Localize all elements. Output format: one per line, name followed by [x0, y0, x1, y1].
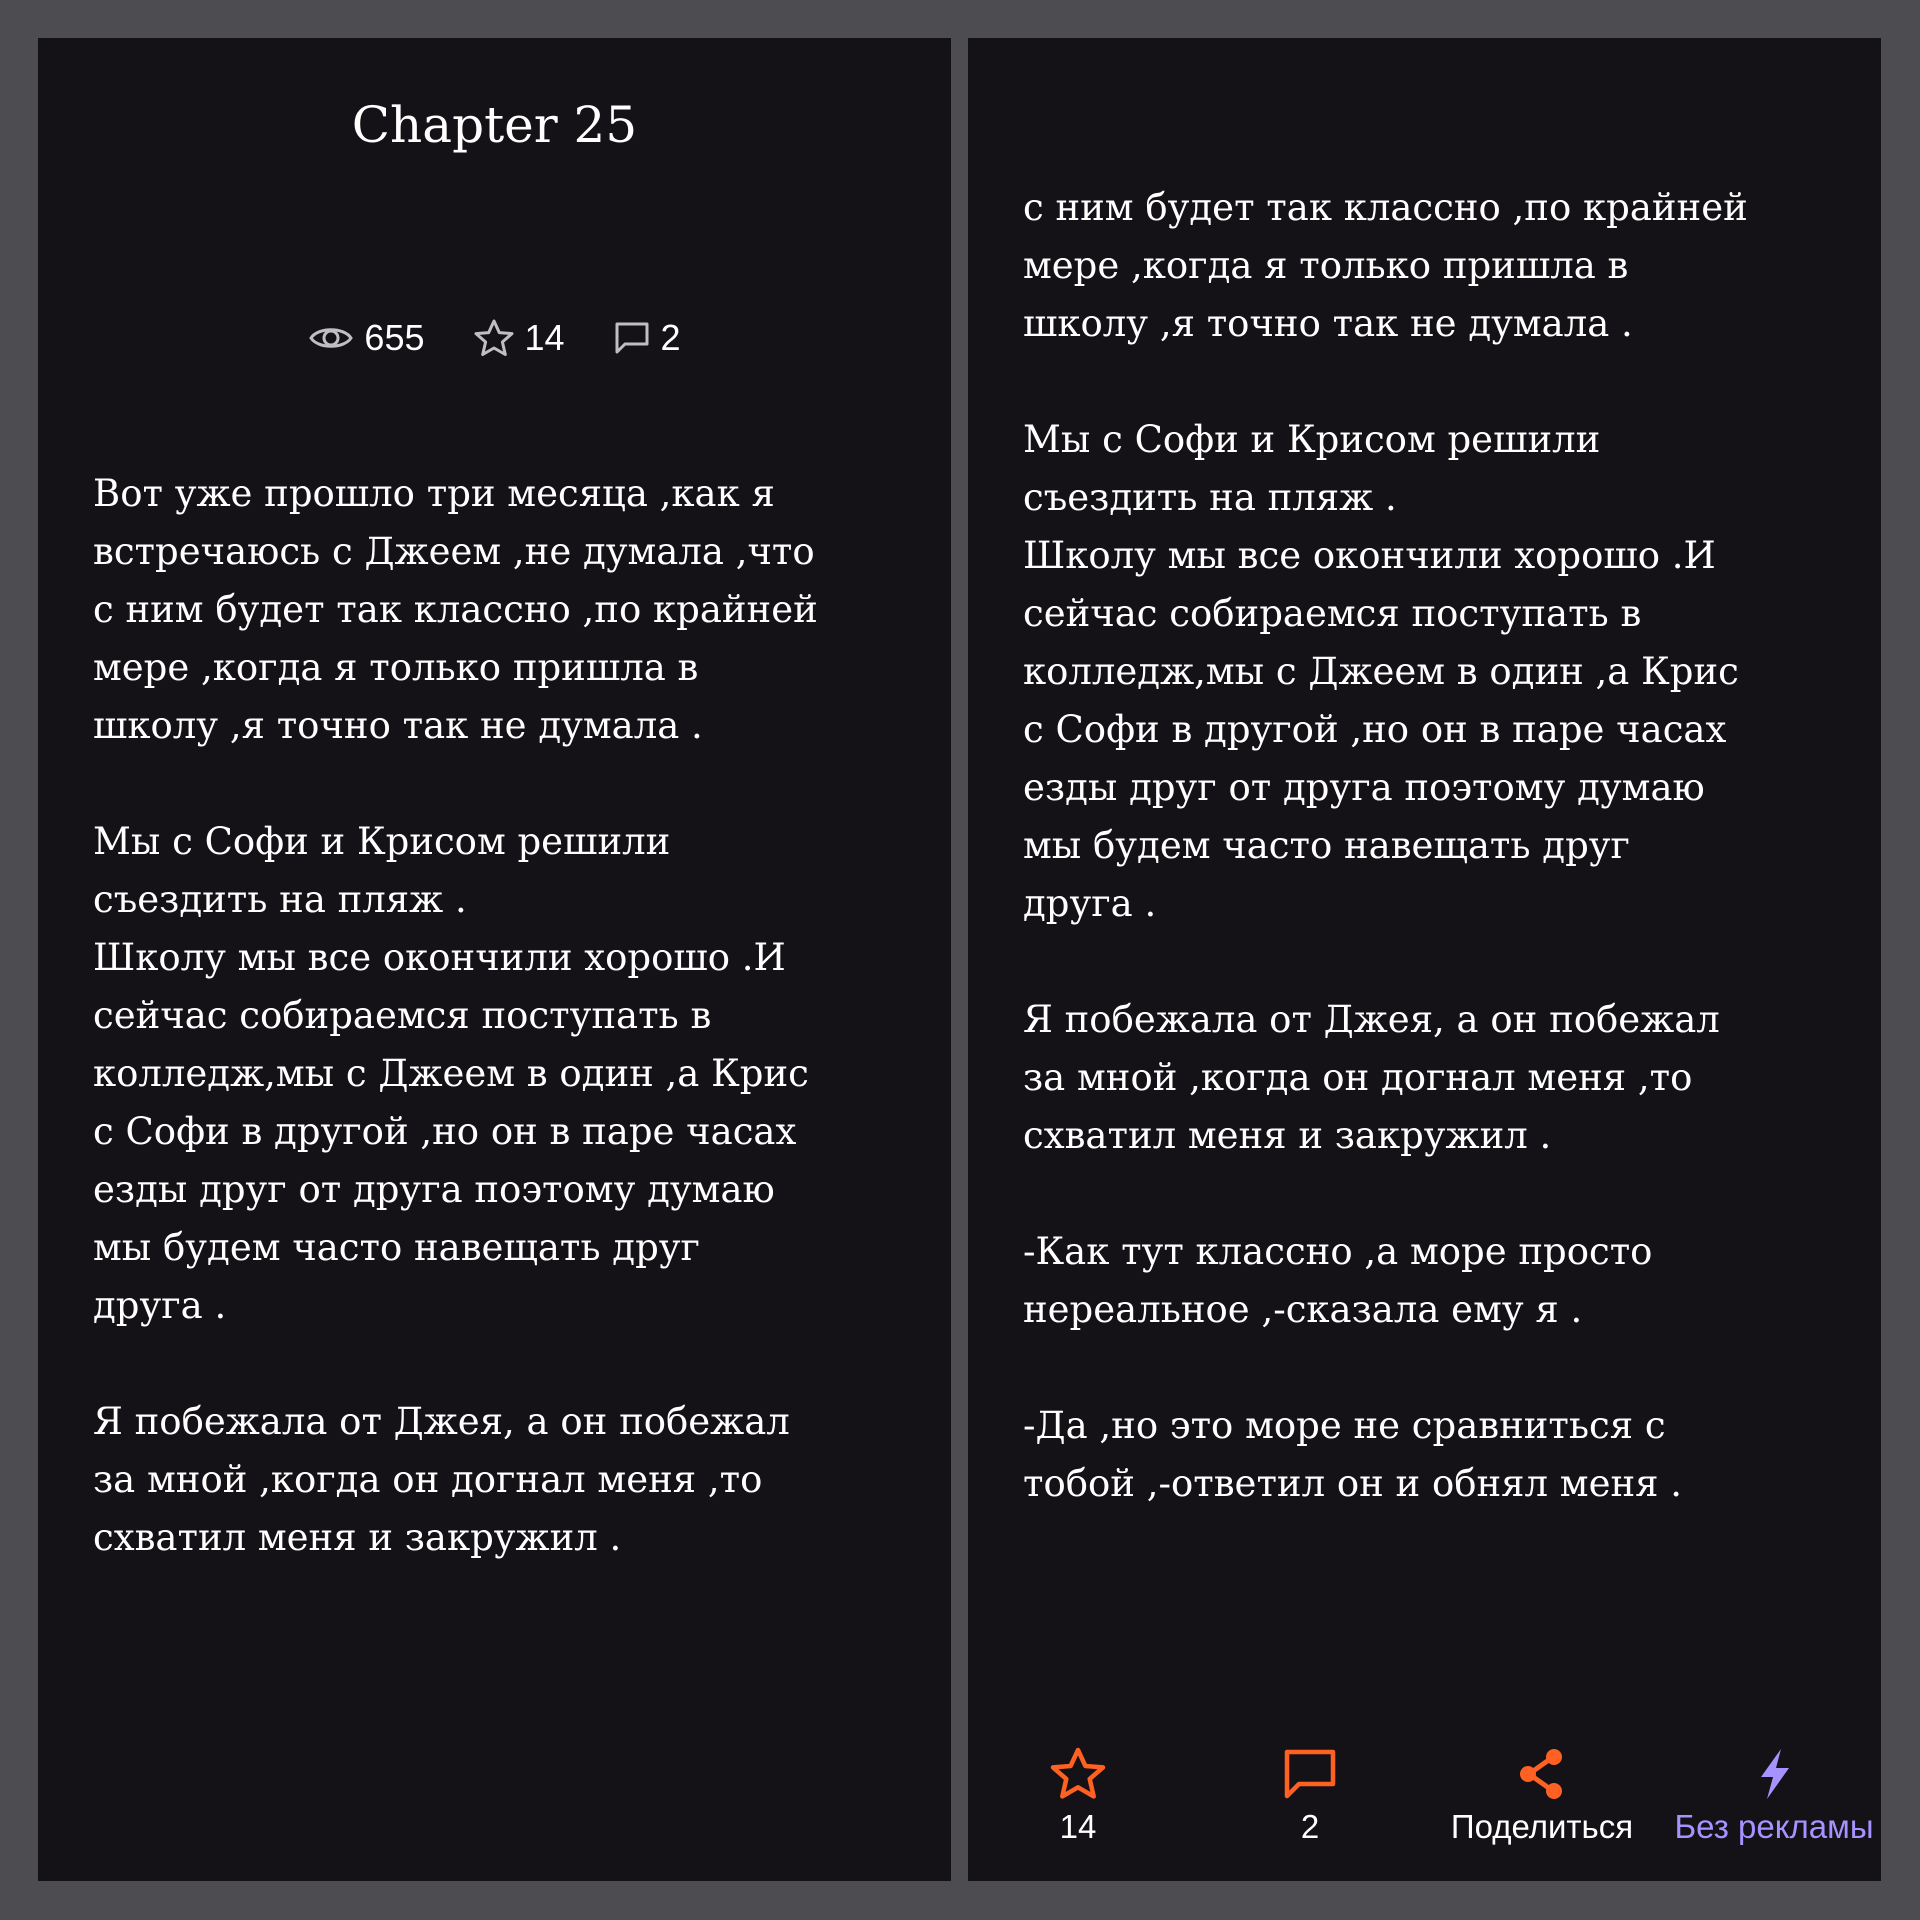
text-line: съездить на пляж . — [1023, 476, 1397, 519]
text-line: за мной ,когда он догнал меня ,то — [93, 1458, 763, 1501]
story-paragraph — [1023, 1223, 1843, 1339]
text-line: за мной ,когда он догнал меня ,то — [1023, 1056, 1693, 1099]
text-line: с ним будет так классно ,по крайней — [1023, 186, 1748, 229]
text-line: сейчас собираемся поступать в — [93, 994, 712, 1037]
text-line: схватил меня и закружил . — [93, 1516, 622, 1559]
comment-bubble-icon — [613, 320, 651, 356]
text-line: тобой ,-ответил он и обнял меня . — [1023, 1462, 1682, 1505]
comment-count: 2 — [1300, 1808, 1320, 1845]
text-line: -Как тут классно ,а море просто — [1023, 1230, 1653, 1273]
story-text-right — [1023, 179, 1843, 1571]
votes-count: 14 — [524, 317, 565, 358]
text-line: друга . — [1023, 882, 1157, 925]
text-line: схватил меня и закружил . — [1023, 1114, 1552, 1157]
text-line: езды друг от друга поэтому думаю — [93, 1168, 775, 1211]
text-line: школу ,я точно так не думала . — [93, 704, 703, 747]
left-page-panel — [38, 38, 951, 1881]
comment-bubble-icon — [1200, 1746, 1420, 1802]
share-button[interactable] — [1432, 1746, 1652, 1846]
views-stat — [308, 317, 424, 359]
story-paragraph — [1023, 991, 1843, 1165]
story-paragraph — [93, 929, 913, 1335]
text-line: мы будем часто навещать друг — [93, 1226, 700, 1269]
right-page-panel — [968, 38, 1881, 1881]
story-paragraph — [93, 465, 913, 755]
text-line: колледж,мы с Джеем в один ,а Крис — [93, 1052, 809, 1095]
story-paragraph — [1023, 1397, 1843, 1513]
text-line: мы будем часто навещать друг — [1023, 824, 1630, 867]
chapter-stats — [38, 308, 951, 368]
comments-stat — [613, 317, 681, 359]
text-line: мере ,когда я только пришла в — [93, 646, 699, 689]
text-line: Я побежала от Джея, а он побежал — [1023, 998, 1720, 1041]
text-line: Мы с Софи и Крисом решили — [93, 820, 671, 863]
share-label: Поделиться — [1450, 1808, 1634, 1845]
star-outline-icon — [968, 1746, 1188, 1802]
comments-count: 2 — [660, 317, 681, 358]
votes-stat — [473, 317, 565, 359]
vote-button[interactable] — [968, 1746, 1188, 1846]
story-paragraph — [93, 813, 913, 929]
action-bar — [968, 1746, 1881, 1856]
story-paragraph — [93, 1393, 913, 1567]
story-paragraph — [1023, 527, 1843, 933]
story-paragraph — [1023, 411, 1843, 527]
text-line: -Да ,но это море не сравниться с — [1023, 1404, 1666, 1447]
story-paragraph — [1023, 179, 1843, 353]
text-line: съездить на пляж . — [93, 878, 467, 921]
text-line: Школу мы все окончили хорошо .И — [1023, 534, 1716, 577]
story-text-left — [93, 465, 913, 1625]
star-outline-icon — [473, 318, 515, 358]
text-line: Мы с Софи и Крисом решили — [1023, 418, 1601, 461]
text-line: езды друг от друга поэтому думаю — [1023, 766, 1705, 809]
text-line: нереальное ,-сказала ему я . — [1023, 1288, 1583, 1331]
text-line: друга . — [93, 1284, 227, 1327]
text-line: встречаюсь с Джеем ,не думала ,что — [93, 530, 815, 573]
no-ads-button[interactable] — [1664, 1746, 1881, 1846]
views-count: 655 — [364, 317, 425, 358]
text-line: школу ,я точно так не думала . — [1023, 302, 1633, 345]
text-line: с Софи в другой ,но он в паре часах — [93, 1110, 797, 1153]
text-line: с ним будет так классно ,по крайней — [93, 588, 818, 631]
text-line: сейчас собираемся поступать в — [1023, 592, 1642, 635]
text-line: с Софи в другой ,но он в паре часах — [1023, 708, 1727, 751]
no-ads-label: Без рекламы — [1674, 1808, 1874, 1845]
text-line: мере ,когда я только пришла в — [1023, 244, 1629, 287]
text-line: Я побежала от Джея, а он побежал — [93, 1400, 790, 1443]
lightning-bolt-icon — [1664, 1746, 1881, 1802]
share-icon — [1432, 1746, 1652, 1802]
comment-button[interactable] — [1200, 1746, 1420, 1846]
eye-icon — [308, 322, 354, 354]
text-line: Школу мы все окончили хорошо .И — [93, 936, 786, 979]
text-line: Вот уже прошло три месяца ,как я — [93, 472, 775, 515]
chapter-title: Chapter 25 — [351, 96, 638, 154]
text-line: колледж,мы с Джеем в один ,а Крис — [1023, 650, 1739, 693]
vote-count: 14 — [1059, 1808, 1097, 1845]
